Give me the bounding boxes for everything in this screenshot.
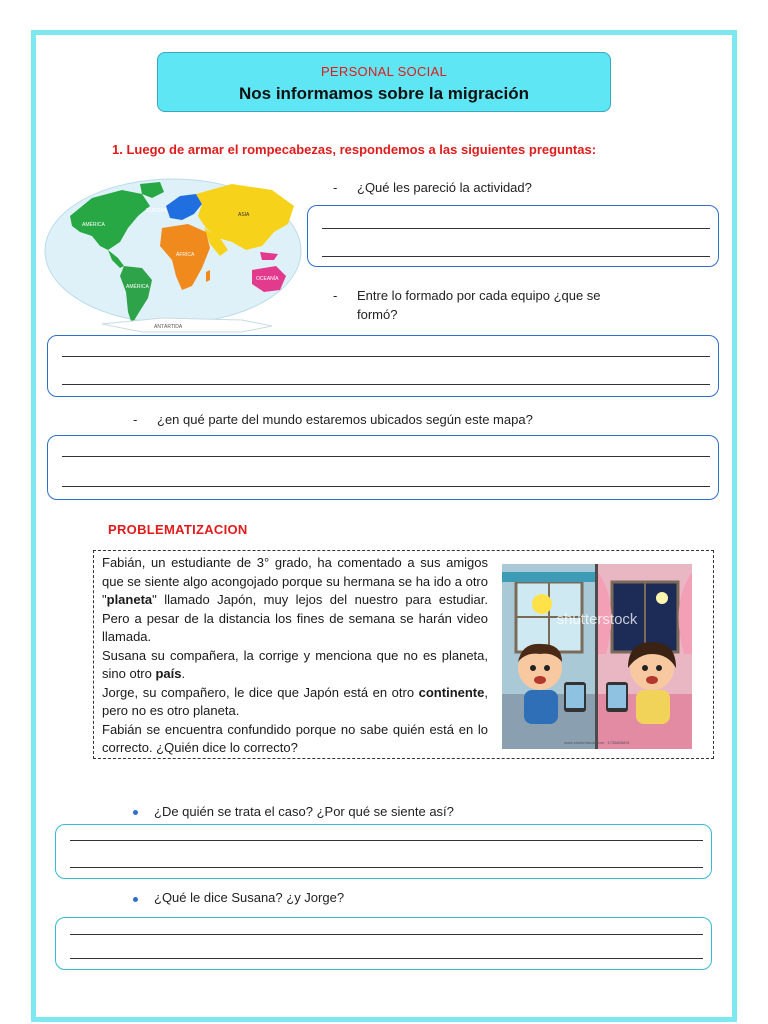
question-3: - ¿en qué parte del mundo estaremos ubicados según este mapa? [133,412,533,427]
story-bold-continente: continente [418,684,485,700]
map-label-antarctica: ANTÁRTIDA [154,324,183,330]
question-3-text: ¿en qué parte del mundo estaremos ubicados según este mapa? [157,412,533,427]
problem-heading: PROBLEMATIZACION [108,522,248,537]
section1-heading: 1. Luego de armar el rompecabezas, respondemos a las siguientes preguntas: [112,142,597,157]
story-bold-planeta: planeta [106,592,153,607]
story-p3b: , pero no es otro planeta. [102,684,488,718]
answer-box-4[interactable] [55,824,712,879]
answer-box-1[interactable] [307,205,719,267]
question-2-text-line2: formó? [357,307,398,322]
story-p2a: Susana su compañera, la corrige y menciona que no es planeta, sino otro [102,647,488,681]
map-label-oceania: OCEANÍA [256,276,279,282]
story-p1b: " llamado Japón, muy lejos del nuestro para estudiar. Pero a pesar de la distancia los fines de semana se harán video llamada. [102,592,488,644]
story-p4: Fabián se encuentra confundido porque no sabe quién está en lo correcto. ¿Quién dice lo correcto? [102,721,488,755]
map-label-africa: ÁFRICA [176,252,195,258]
title-box [157,52,611,112]
question-4: ¿De quién se trata el caso? ¿Por qué se siente así? [154,804,454,819]
story-p1a: Fabián, un estudiante de 3° grado, ha comentado a sus amigos que se siente algo acongojado porque su hermana se ha ido a otro " [102,555,488,607]
map-label-asia: ASIA [238,212,250,218]
answer-box-5[interactable] [55,917,712,970]
question-5: ¿Qué le dice Susana? ¿y Jorge? [154,890,345,905]
question-2-text-line1: Entre lo formado por cada equipo ¿que se [357,288,601,303]
page-title: Nos informamos sobre la migración [238,84,529,103]
story-p3a: Jorge, su compañero, le dice que Japón está en otro [102,684,419,700]
map-label-south-america: AMÉRICA [126,284,149,290]
image-caption: www.shutterstock.com · 1736826891 [564,740,630,745]
map-label-north-america: AMÉRICA [82,222,105,228]
sun-icon [532,594,552,614]
map-label-europe: EUROPA [146,208,167,214]
kids-video-call-image [502,564,692,749]
bullet-icon [133,897,138,902]
subject-label: PERSONAL SOCIAL [320,64,448,79]
story-bold-pais: país [155,666,182,681]
question-1: - ¿Qué les pareció la actividad? [333,180,532,195]
moon-icon [656,592,668,604]
answer-box-3[interactable] [47,435,719,500]
bullet-icon [133,810,138,815]
question-1-text: ¿Qué les pareció la actividad? [357,180,532,195]
world-map-image [42,176,304,336]
question-2: - Entre lo formado por cada equipo ¿que se formó? [333,288,601,322]
story-p2b: . [181,666,186,681]
story-text [102,554,488,758]
answer-box-2[interactable] [47,335,719,397]
story-box [93,550,714,759]
image-watermark: shutterstock [556,611,638,628]
